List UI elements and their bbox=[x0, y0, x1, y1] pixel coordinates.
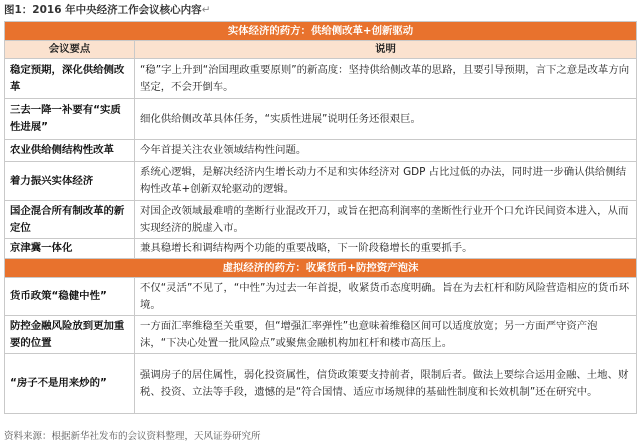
row-key: 货币政策“稳健中性” bbox=[5, 278, 135, 316]
row-desc: 一方面汇率维稳至关重要，但“增强汇率弹性”也意味着维稳区间可以适度放宽；另一方面严守资产泡沫，“下决心处置一批风险点”或聚焦金融机构加杠杆和楼市高压上。 bbox=[135, 316, 637, 354]
row-key: 稳定预期，深化供给侧改革 bbox=[5, 59, 135, 99]
figure-title: 图1：2016 年中央经济工作会议核心内容↵ bbox=[4, 4, 211, 16]
section-title: 实体经济的药方：供给侧改革+创新驱动 bbox=[5, 22, 637, 41]
table-row bbox=[5, 354, 637, 414]
column-header-row bbox=[5, 41, 637, 59]
row-desc: 不仅“灵活”不见了，“中性”为过去一年首提，收紧货币态度明确。旨在为去杠杆和防风险营造相应的货币环境。 bbox=[135, 278, 637, 316]
table-row bbox=[5, 239, 637, 259]
row-desc: 系统心逻辑，是解决经济内生增长动力不足和实体经济对 GDP 占比过低的办法，同时进一步确认供给侧结构性改革+创新双轮驱动的逻辑。 bbox=[135, 162, 637, 201]
table-row bbox=[5, 201, 637, 239]
row-key: 三去一降一补要有“实质性进展” bbox=[5, 99, 135, 140]
column-header-desc: 说明 bbox=[135, 41, 637, 59]
table-row bbox=[5, 99, 637, 140]
row-key: 国企混合所有制改革的新定位 bbox=[5, 201, 135, 239]
section-header-virtual-economy bbox=[5, 259, 637, 278]
row-desc: 细化供给侧改革具体任务，“实质性进展”说明任务还很艰巨。 bbox=[135, 99, 637, 140]
row-key: “房子不是用来炒的” bbox=[5, 354, 135, 414]
section-header-real-economy bbox=[5, 22, 637, 41]
source-note: 资料来源：根据新华社发布的会议资料整理，天风证券研究所 bbox=[4, 431, 261, 442]
table-row bbox=[5, 59, 637, 99]
row-key: 京津冀一体化 bbox=[5, 239, 135, 259]
row-desc: 对国企改领域最难啃的垄断行业混改开刀，或旨在把高利润率的垄断性行业开个口允许民间资本进入，从而实现经济的脱虚入市。 bbox=[135, 201, 637, 239]
section-title: 虚拟经济的药方：收紧货币+防控资产泡沫 bbox=[5, 259, 637, 278]
row-desc: 兼具稳增长和调结构两个功能的重要战略，下一阶段稳增长的重要抓手。 bbox=[135, 239, 637, 259]
row-key: 着力振兴实体经济 bbox=[5, 162, 135, 201]
row-desc: “稳”字上升到“治国理政重要原则”的新高度：坚持供给侧改革的思路，且要引导预期，言下之意是改革方向坚定，不会开倒车。 bbox=[135, 59, 637, 99]
row-key: 防控金融风险放到更加重要的位置 bbox=[5, 316, 135, 354]
table-row bbox=[5, 162, 637, 201]
row-desc: 强调房子的居住属性，弱化投资属性，信贷政策要支持前者，限制后者。做法上要综合运用金融、土地、财税、投资、立法等手段，遗憾的是“符合国情、适应市场规律的基础性制度和长效机制”还在研究中。 bbox=[135, 354, 637, 414]
column-header-key: 会议要点 bbox=[5, 41, 135, 59]
table-row bbox=[5, 316, 637, 354]
row-key: 农业供给侧结构性改革 bbox=[5, 140, 135, 162]
row-desc: 今年首提关注农业领域结构性问题。 bbox=[135, 140, 637, 162]
table-row bbox=[5, 278, 637, 316]
table-row bbox=[5, 140, 637, 162]
policy-table bbox=[4, 21, 637, 414]
